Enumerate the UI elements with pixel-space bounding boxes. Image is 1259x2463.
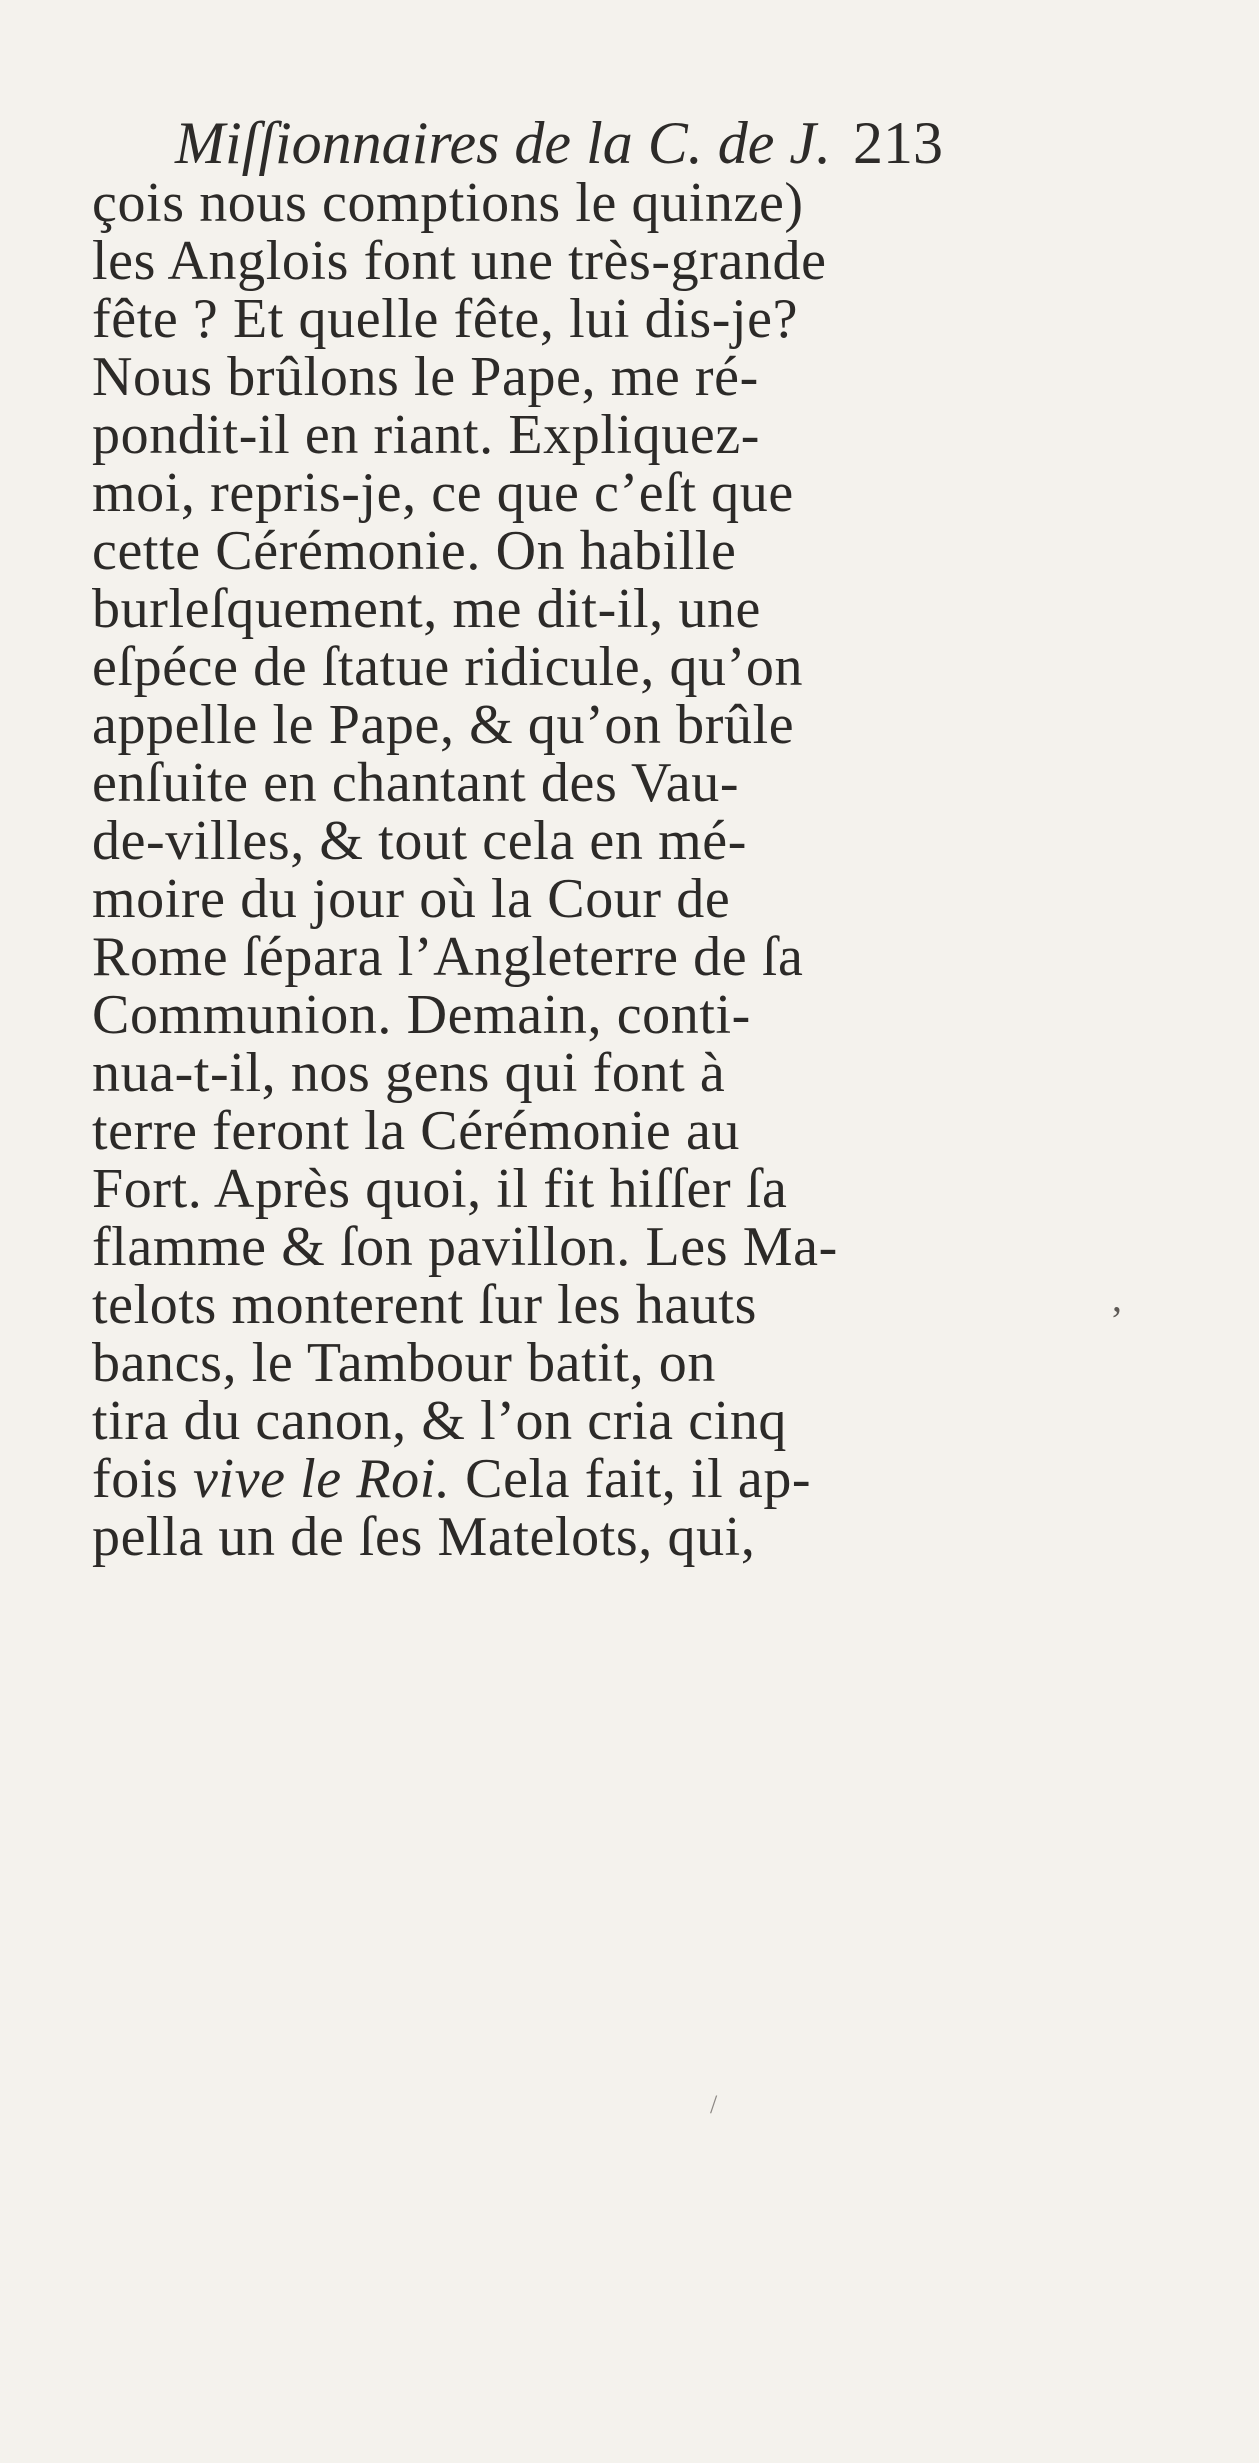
text-line-with-italic	[92, 1450, 1052, 1508]
body-text	[92, 174, 1052, 1566]
text-line: Communion. Demain, conti-	[92, 984, 751, 1046]
text-line: de-villes, & tout cela en mé-	[92, 810, 747, 872]
italic-phrase: vive le Roi.	[193, 1448, 451, 1510]
text-line: tira du canon, & l’on cria cinq	[92, 1390, 788, 1452]
text-line: cette Cérémonie. On habille	[92, 520, 737, 582]
text-line: pella un de ſes Matelots, qui,	[92, 1506, 756, 1568]
text-line: Rome ſépara l’Angleterre de ſa	[92, 926, 804, 988]
text-line: terre feront la Cérémonie au	[92, 1100, 741, 1162]
text-line: eſpéce de ſtatue ridicule, qu’on	[92, 636, 804, 698]
running-head-title: Miſſionnaires de la C. de J.	[175, 110, 832, 176]
text-line: Nous brûlons le Pape, me ré-	[92, 346, 759, 408]
text-line: flamme & ſon pavillon. Les Ma-	[92, 1216, 838, 1278]
text-line: çois nous comptions le quinze)	[92, 172, 804, 234]
text-fragment: Cela fait, il ap-	[450, 1448, 812, 1510]
text-line: nua-t-il, nos gens qui font à	[92, 1042, 726, 1104]
text-line: les Anglois font une très-grande	[92, 230, 827, 292]
text-line: burleſquement, me dit-il, une	[92, 578, 762, 640]
stray-mark: /	[710, 2090, 718, 2119]
text-line: pondit-il en riant. Expliquez-	[92, 404, 761, 466]
text-fragment: fois	[92, 1448, 193, 1510]
text-line: moi, repris-je, ce que c’eſt que	[92, 462, 794, 524]
marginal-mark: ‚	[1110, 1275, 1124, 1320]
text-line: bancs, le Tambour batit, on	[92, 1332, 716, 1394]
text-line: appelle le Pape, & qu’on brûle	[92, 694, 795, 756]
text-line: Fort. Après quoi, il fit hiſſer ſa	[92, 1158, 788, 1220]
text-line: enſuite en chantant des Vau-	[92, 752, 740, 814]
page-number: 213	[853, 110, 944, 176]
text-line: moire du jour où la Cour de	[92, 868, 731, 930]
running-head	[175, 108, 1075, 178]
text-line: telots monterent ſur les hauts	[92, 1274, 757, 1336]
text-line: fête ? Et quelle fête, lui dis-je?	[92, 288, 799, 350]
